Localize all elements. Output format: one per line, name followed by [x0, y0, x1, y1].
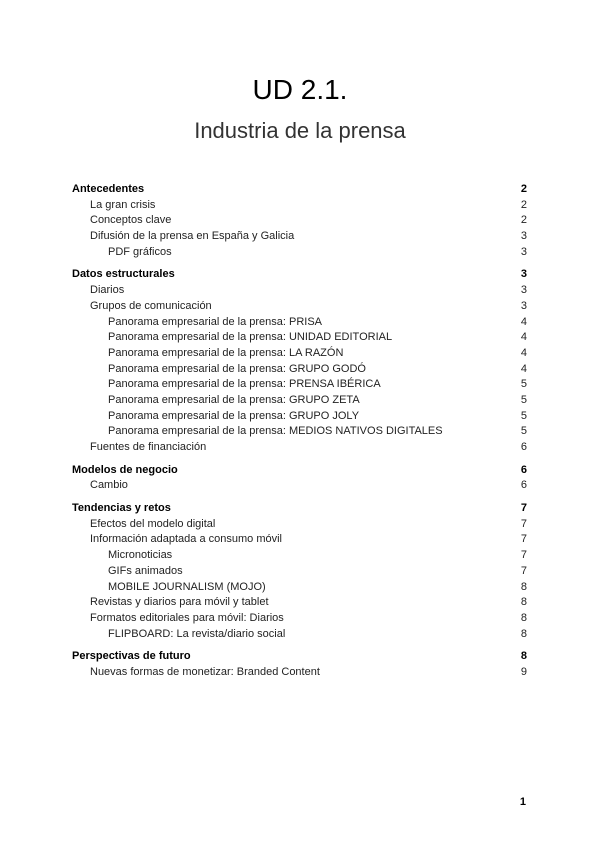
toc-entry[interactable]	[72, 198, 527, 214]
toc-entry-page: 8	[520, 611, 527, 624]
toc-entry[interactable]	[72, 517, 527, 533]
toc-entry-text: Conceptos clave	[90, 214, 172, 227]
toc-entry-page: 4	[520, 346, 527, 359]
toc-entry[interactable]	[72, 245, 527, 261]
toc-entry-page: 5	[520, 378, 527, 391]
toc-entry-text: PDF gráficos	[108, 245, 172, 258]
toc-entry[interactable]	[72, 627, 527, 643]
toc-entry-page: 5	[520, 409, 527, 422]
toc-entry-text: Panorama empresarial de la prensa: PRENSA IBÉRICA	[108, 378, 381, 391]
toc-entry-page: 2	[520, 214, 527, 227]
toc-entry-text: Panorama empresarial de la prensa: UNIDAD EDITORIAL	[108, 331, 393, 344]
toc-entry-text: Nuevas formas de monetizar: Branded Content	[90, 665, 320, 678]
toc-entry-page: 3	[520, 245, 527, 258]
toc-entry[interactable]	[72, 532, 527, 548]
toc-entry[interactable]	[72, 330, 527, 346]
toc-entry-text: MOBILE JOURNALISM (MOJO)	[108, 580, 266, 593]
toc-entry[interactable]	[72, 229, 527, 245]
toc-entry-page: 3	[520, 284, 527, 297]
toc-entry-page: 4	[520, 362, 527, 375]
toc-heading-page: 8	[520, 650, 527, 663]
toc-entry-text: Panorama empresarial de la prensa: GRUPO GODÓ	[108, 362, 366, 375]
toc-entry[interactable]	[72, 478, 527, 494]
toc-entry-page: 3	[520, 299, 527, 312]
toc-heading[interactable]	[72, 267, 527, 283]
toc-entry[interactable]	[72, 283, 527, 299]
toc-entry[interactable]	[72, 424, 527, 440]
toc-section	[72, 182, 527, 260]
toc-entry-page: 8	[520, 580, 527, 593]
toc-entry[interactable]	[72, 213, 527, 229]
toc-heading-text: Perspectivas de futuro	[72, 650, 191, 663]
toc-entry-page: 5	[520, 393, 527, 406]
toc-entry[interactable]	[72, 595, 527, 611]
toc-entry[interactable]	[72, 580, 527, 596]
toc-entry-text: Diarios	[90, 284, 125, 297]
toc-entry-page: 7	[520, 564, 527, 577]
toc-entry[interactable]	[72, 299, 527, 315]
toc-heading[interactable]	[72, 649, 527, 665]
toc-entry-text: Fuentes de financiación	[90, 441, 207, 453]
toc-entry-page: 4	[520, 315, 527, 328]
toc-heading-page: 7	[520, 502, 527, 515]
toc-entry-text: Panorama empresarial de la prensa: GRUPO JOLY	[108, 409, 360, 422]
toc-entry-page: 9	[520, 665, 527, 678]
toc-entry-text: Micronoticias	[108, 549, 173, 562]
toc-entry-text: Revistas y diarios para móvil y tablet	[90, 596, 269, 609]
toc-entry-page: 4	[520, 331, 527, 344]
toc-entry-text: La gran crisis	[90, 198, 156, 211]
toc-entry-text: Información adaptada a consumo móvil	[90, 533, 282, 546]
page-number: 1	[519, 796, 526, 808]
toc-entry[interactable]	[72, 377, 527, 393]
toc-heading-text: Datos estructurales	[72, 268, 175, 281]
document-subtitle: Industria de la prensa	[194, 118, 406, 143]
toc-entry[interactable]	[72, 315, 527, 331]
toc-entry[interactable]	[72, 564, 527, 580]
toc-entry-page: 8	[520, 596, 527, 609]
toc-entry-page: 5	[520, 425, 527, 438]
toc-heading-text: Antecedentes	[72, 183, 145, 195]
toc-entry[interactable]	[72, 346, 527, 362]
toc-entry-text: Panorama empresarial de la prensa: MEDIOS NATIVOS DIGITALES	[108, 425, 443, 438]
toc-section	[72, 501, 527, 642]
document-title: UD 2.1.	[252, 74, 348, 105]
toc-heading-page: 6	[520, 463, 527, 476]
toc-entry-text: Difusión de la prensa en España y Galicia	[90, 230, 295, 243]
toc-entry-text: Cambio	[90, 479, 128, 492]
toc-heading-page: 3	[520, 268, 527, 281]
toc-entry-page: 7	[520, 549, 527, 562]
toc-section	[72, 649, 527, 680]
toc-entry-text: FLIPBOARD: La revista/diario social	[108, 627, 286, 640]
toc-heading[interactable]	[72, 182, 527, 198]
toc-entry-page: 6	[520, 479, 527, 492]
toc-heading[interactable]	[72, 463, 527, 479]
toc-entry-page: 2	[520, 198, 527, 211]
toc-heading-page: 2	[520, 183, 527, 195]
toc-entry[interactable]	[72, 409, 527, 425]
toc-entry-page: 6	[520, 441, 527, 453]
toc-heading-text: Modelos de negocio	[72, 463, 178, 476]
toc-heading[interactable]	[72, 501, 527, 517]
toc-section	[72, 267, 527, 455]
toc-entry-text: Panorama empresarial de la prensa: LA RAZÓN	[108, 346, 344, 359]
toc-section	[72, 463, 527, 494]
toc-entry-text: Panorama empresarial de la prensa: GRUPO ZETA	[108, 393, 360, 406]
toc-entry[interactable]	[72, 548, 527, 564]
toc-entry[interactable]	[72, 362, 527, 378]
toc-entry[interactable]	[72, 393, 527, 409]
toc-entry-page: 7	[520, 517, 527, 530]
toc-entry-text: Formatos editoriales para móvil: Diarios	[90, 611, 284, 624]
toc-entry[interactable]	[72, 665, 527, 681]
toc-entry-text: Grupos de comunicación	[90, 299, 212, 312]
toc-entry[interactable]	[72, 440, 527, 456]
toc-entry-page: 7	[520, 533, 527, 546]
toc-entry-page: 8	[520, 627, 527, 640]
toc-entry-page: 3	[520, 230, 527, 243]
table-of-contents	[72, 182, 527, 688]
toc-entry-text: Panorama empresarial de la prensa: PRISA	[108, 315, 322, 328]
toc-heading-text: Tendencias y retos	[72, 502, 171, 515]
toc-entry-text: GIFs animados	[108, 564, 183, 577]
toc-entry-text: Efectos del modelo digital	[90, 517, 216, 530]
toc-entry[interactable]	[72, 611, 527, 627]
